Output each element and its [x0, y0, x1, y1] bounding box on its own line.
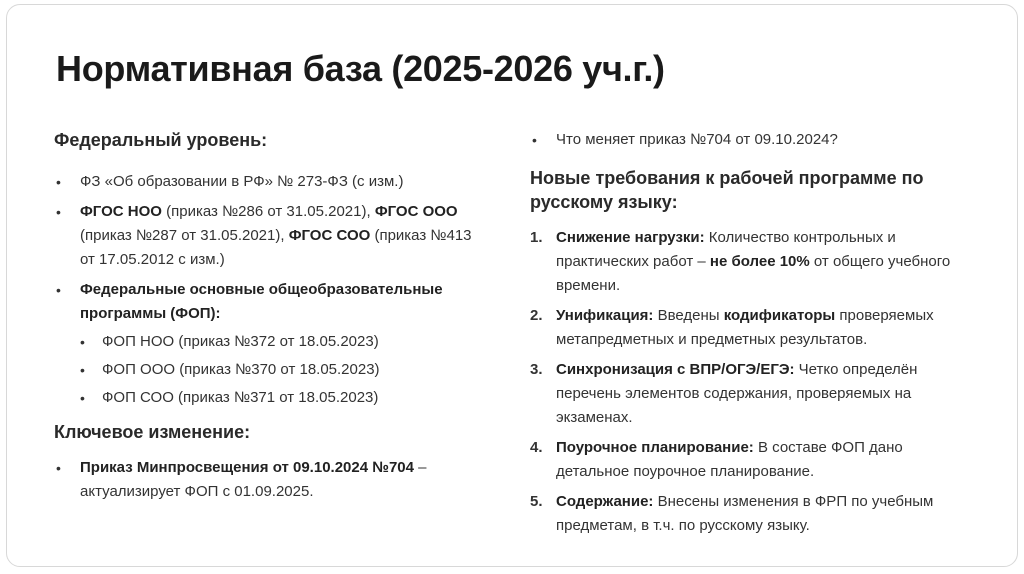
- item-text: В составе ФОП дано детальное поурочное планирование.: [556, 439, 903, 480]
- item-number: 2.: [530, 307, 543, 324]
- list-item: [54, 330, 490, 354]
- item-title: Поурочное планирование:: [556, 439, 754, 456]
- fop-noo-text: ФОП НОО (приказ №372 от 18.05.2023): [102, 333, 379, 350]
- item-text: Введены: [653, 307, 724, 324]
- list-item: [530, 358, 970, 430]
- fgos-ooo: ФГОС ООО: [374, 203, 458, 220]
- key-change-heading: Ключевое изменение:: [54, 422, 251, 442]
- fgos-soo: ФГОС СОО: [288, 227, 371, 244]
- item-text-end: проверяемых метапредметных и предметных результатов.: [556, 307, 934, 348]
- order-704: Приказ Минпросвещения от 09.10.2024 №704: [80, 459, 414, 476]
- fgos-noo: ФГОС НОО: [80, 203, 162, 220]
- list-item-fgos: [54, 200, 490, 272]
- item-text-end: от общего учебного времени.: [556, 253, 951, 294]
- list-item: [530, 304, 970, 352]
- list-item-order-704: [54, 456, 490, 504]
- item-emphasis: не более 10%: [709, 253, 810, 270]
- requirements-heading: Новые требования к рабочей программе по русскому языку:: [530, 168, 924, 212]
- item-title: Снижение нагрузки:: [556, 229, 705, 246]
- left-column: [54, 128, 490, 504]
- fgos-noo-order: (приказ №286 от 31.05.2021),: [161, 203, 375, 220]
- fop-ooo-text: ФОП ООО (приказ №370 от 18.05.2023): [102, 361, 380, 378]
- item-emphasis: кодификаторы: [723, 307, 836, 324]
- list-item: [54, 386, 490, 410]
- list-item: [54, 358, 490, 382]
- item-title: Унификация:: [556, 307, 654, 324]
- item-number: 1.: [530, 229, 543, 246]
- item-number: 4.: [530, 439, 543, 456]
- fz-text: ФЗ «Об образовании в РФ» № 273-ФЗ (с изм.): [80, 173, 404, 190]
- question-list: [530, 128, 970, 152]
- requirements-list: [530, 226, 970, 538]
- fop-heading: Федеральные основные общеобразовательные программы (ФОП):: [80, 281, 443, 322]
- question-text: Что меняет приказ №704 от 09.10.2024?: [556, 131, 838, 148]
- order-704-desc: – актуализирует ФОП с 01.09.2025.: [80, 459, 427, 500]
- list-item-fz: [54, 170, 490, 194]
- federal-heading: Федеральный уровень:: [54, 130, 268, 150]
- federal-list: [54, 170, 490, 326]
- fgos-soo-order: (приказ №413 от 17.05.2012 с изм.): [80, 227, 472, 268]
- item-text: Внесены изменения в ФРП по учебным предметам, в т.ч. по русскому языку.: [556, 493, 934, 534]
- key-change-list: [54, 456, 490, 504]
- list-item: [530, 226, 970, 298]
- fop-soo-text: ФОП СОО (приказ №371 от 18.05.2023): [102, 389, 379, 406]
- list-item-question: [530, 128, 970, 152]
- item-number: 3.: [530, 361, 543, 378]
- item-title: Синхронизация с ВПР/ОГЭ/ЕГЭ:: [556, 361, 795, 378]
- list-item: [530, 490, 970, 538]
- item-text: Количество контрольных и практических работ –: [556, 229, 896, 270]
- page-title: Нормативная база (2025-2026 уч.г.): [56, 48, 665, 89]
- item-text: Четко определён перечень элементов содержания, проверяемых на экзаменах.: [556, 361, 918, 426]
- fgos-ooo-order: (приказ №287 от 31.05.2021),: [80, 227, 289, 244]
- item-number: 5.: [530, 493, 543, 510]
- item-title: Содержание:: [556, 493, 654, 510]
- list-item-fop: [54, 278, 490, 326]
- right-column: [530, 128, 970, 538]
- list-item: [530, 436, 970, 484]
- fop-sublist: [54, 330, 490, 410]
